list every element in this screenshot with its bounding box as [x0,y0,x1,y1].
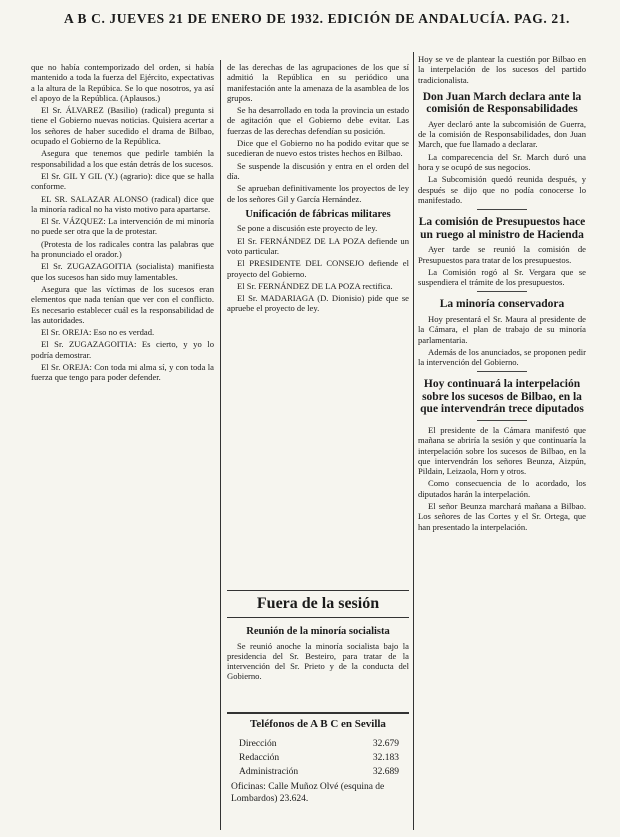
paragraph: EL SR. SALAZAR ALONSO (radical) dice que la minoría radical no ha visto motivo para apartarse. [31,193,214,214]
paragraph: Asegura que tenemos que pedirle también la responsabilidad a los que están detrás de los sucesos. [31,148,214,169]
headline: Don Juan March declara ante la comisión de Responsabilidades [422,90,582,116]
phone-number: 32.689 [372,767,399,777]
paragraph: El Sr. OREJA: Eso no es verdad. [41,327,155,338]
paragraph: Ayer declaró ante la subcomisión de Guerra, de la comisión de Responsabilidades, don Juan March, que fue llamado a declarar. [418,118,586,150]
headline: Hoy continuará la interpelación sobre los sucesos de Bilbao, en la que intervendrán trece diputados [420,378,584,416]
paragraph: (Protesta de los radicales contra las palabras que ha pronunciado el orador.) [31,238,214,260]
paragraph: La comparecencia del Sr. March duró una hora y se ocupó de sus negocios. [418,151,586,173]
paragraph: La Comisión rogó al Sr. Vergara que se suspendiera el trámite de los presupuestos. [418,266,586,288]
paragraph: Se reunió anoche la minoría socialista bajo la presidencia del Sr. Besteiro, para tratar de la intervención del Sr. Prieto y de la conducta del Gobierno. [227,640,409,682]
phone-box [227,712,409,805]
phone-label: Administración [239,767,299,777]
paragraph: El Sr. ZUGAZAGOITIA (socialista) manifiesta que los sucesos han sido muy lamentables. [31,261,214,282]
phone-number: 32.679 [372,739,399,749]
section-heading: Unificación de fábricas militares [245,208,391,220]
phone-number: 32.183 [372,753,399,763]
fuera-section [227,624,409,704]
phone-row [227,737,409,751]
paragraph: que no había contemporizado del orden, si había mantenido a toda la fuerza del Ejército, expectativas a la altura de la Repúbica. Se lo que nosotros, ya así el apoyo de la República. (Aplausos.) [31,62,214,103]
paragraph: El Sr. ZUGAZAGOITIA: Es cierto, y yo lo podría demostrar. [31,339,214,360]
phone-row [227,751,409,765]
column-middle [227,62,409,587]
paragraph: El Sr. ÁLVAREZ (Basilio) (radical) pregunta si tiene el Gobierno nuevas noticias. Quisiera acertar a los señores de haber sucedido el drama de Bilbao, ocupado el Gobierno de la República. [31,105,214,147]
paragraph: El presidente de la Cámara manifestó que mañana se abriría la sesión y que continuaría la interpelación sobre los sucesos de Bilbao, en la que intervendrán los señores Beunza, Aizpún, Pildain, Leizaola, Horn y otros. [418,424,586,477]
column-rule [220,60,221,830]
paragraph: Ayer tarde se reunió la comisión de Presupuestos para tratar de los presupuestos. [418,244,586,265]
paragraph: Como consecuencia de lo acordado, los diputados harán la interpelación. [418,478,586,499]
paragraph: La Subcomisión quedó reunida después, y después se dijo que no podía conocerse lo manifestado. [418,174,586,205]
paragraph: El PRESIDENTE DEL CONSEJO defiende el proyecto del Gobierno. [227,258,409,279]
paragraph: Asegura que las víctimas de los sucesos eran elementos que nada tenían que ver con el conflicto. Es necesario establecer cuál es la responsabilidad de las autoridades. [31,283,214,325]
paragraph: de las derechas de las agrupaciones de los que sí admitió la República en su periódico una manifestación ante la amenaza de la asamblea de los grupos. [227,62,409,103]
divider [477,371,527,372]
divider [477,209,527,210]
paragraph: Se suspende la discusión y entra en el orden del día. [227,160,409,181]
paragraph: El Sr. GIL Y GIL (Y.) (agrario): dice que se halla conforme. [31,170,214,192]
divider [477,420,527,421]
phone-label: Redacción [239,753,280,763]
column-left [31,62,214,827]
headline: La comisión de Presupuestos hace un ruego al ministro de Hacienda [418,216,586,241]
headline: La minoría conservadora [439,298,565,311]
paragraph: Se ha desarrollado en toda la provincia un estado de agitación que el Gobierno debe evitar. Las fuerzas de las derechas defendían su posición. [227,105,409,136]
phone-label: Dirección [239,739,277,749]
paragraph: El Sr. OREJA: Con toda mi alma sí, y con toda la fuerza que tengo para poder defender. [31,362,214,383]
phone-box-title: Teléfonos de A B C en Sevilla [250,718,386,730]
paragraph: El Sr. MADARIAGA (D. Dionisio) pide que se apruebe el proyecto de ley. [227,293,409,314]
fuera-subtitle: Reunión de la minoría socialista [246,626,390,637]
paragraph: Además de los anunciados, se proponen pedir la intervención del Gobierno. [418,346,586,368]
divider [477,291,527,292]
phone-row [227,765,409,779]
paragraph: El señor Beunza marchará mañana a Bilbao. Los señores de las Cortes y el Sr. Ortega, que han presentado la interpelación. [418,501,586,532]
paragraph: Hoy se ve de plantear la cuestión por Bilbao en la interpelación de los sucesos del partido tradicionalista. [418,54,586,85]
page-header: A B C. JUEVES 21 DE ENERO DE 1932. EDICIÓN DE ANDALUCÍA. PAG. 21. [63,11,571,26]
column-rule [413,52,414,830]
paragraph: Dice que el Gobierno no ha podido evitar que se sucedieran de nuevo estos tristes hechos en Bilbao. [227,138,409,159]
paragraph: El Sr. FERNÁNDEZ DE LA POZA defiende un voto particular. [227,235,409,256]
phone-oficinas: Oficinas: Calle Muñoz Olvé (esquina de Lombardos) 23.624. [231,782,385,804]
paragraph: Se aprueban definitivamente los proyectos de ley de los señores Gil y García Hernández. [227,183,409,204]
fuera-title: Fuera de la sesión [227,590,409,618]
column-right [418,54,586,824]
paragraph: El Sr. FERNÁNDEZ DE LA POZA rectifica. [237,280,393,291]
paragraph: El Sr. VÁZQUEZ: La intervención de mi minoría no puede ser otra que la de protestar. [31,216,214,237]
paragraph: Hoy presentará el Sr. Maura al presidente de la Cámara, el plan de trabajo de su minoría parlamentaria. [418,313,586,345]
paragraph: Se pone a discusión este proyecto de ley. [237,223,378,234]
